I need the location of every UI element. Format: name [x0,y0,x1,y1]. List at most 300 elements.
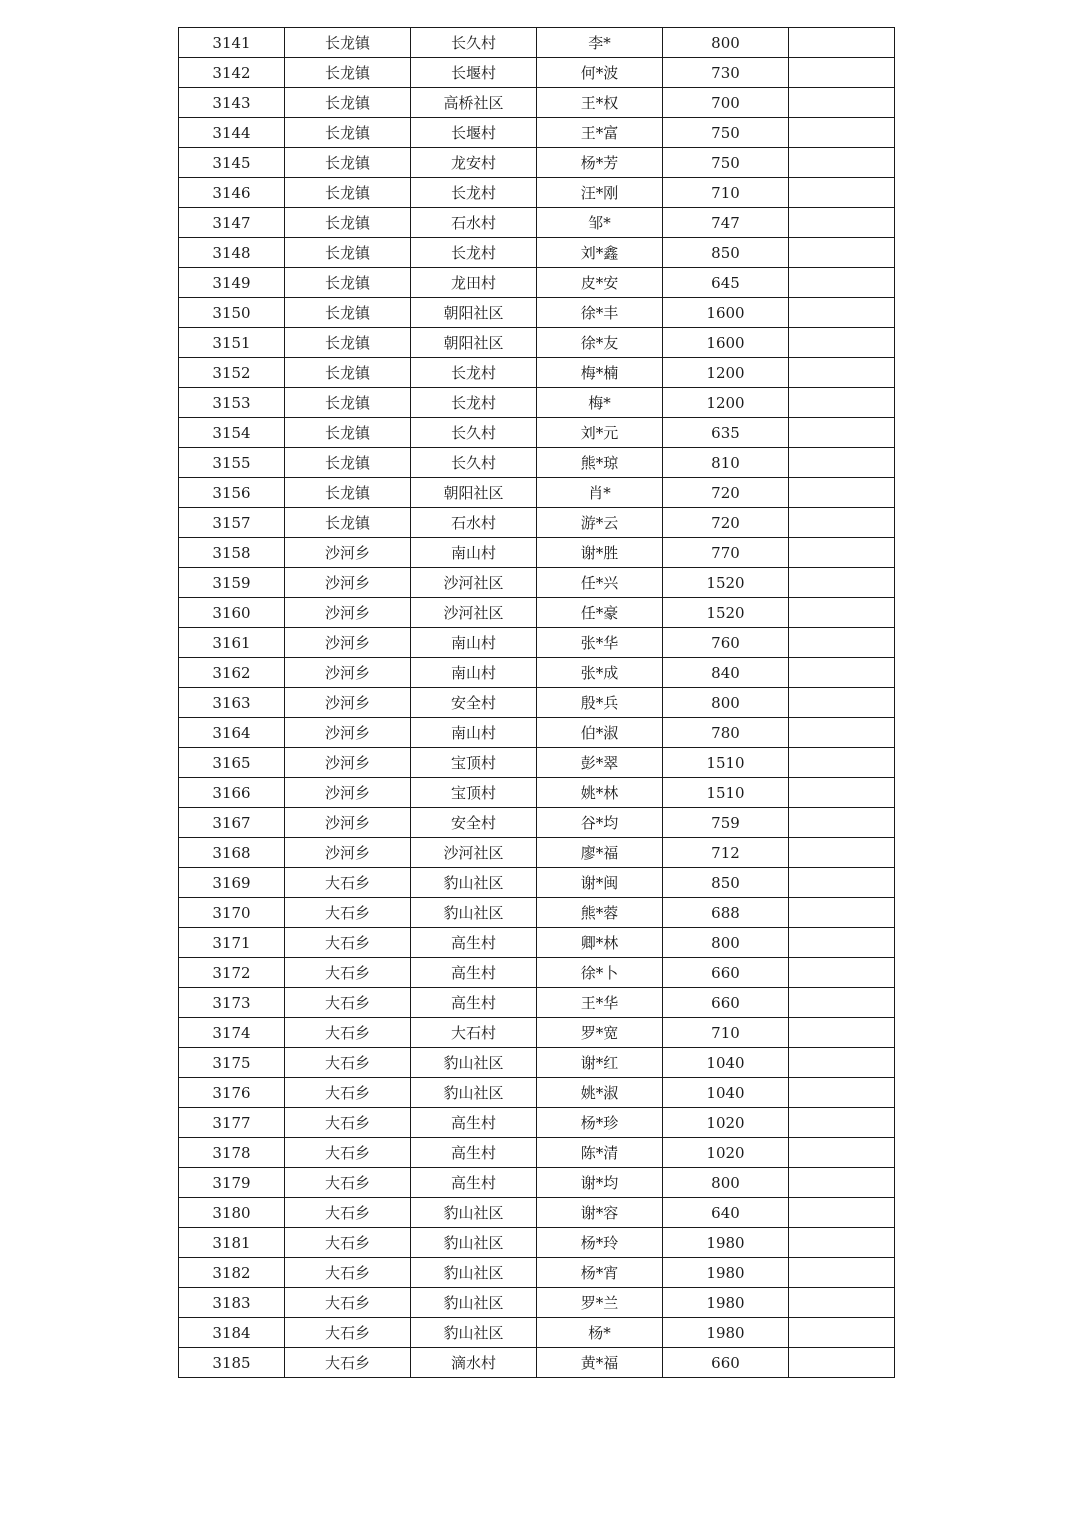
amount-cell: 660 [663,1348,789,1378]
amount-cell: 750 [663,148,789,178]
village-cell: 长龙村 [411,388,537,418]
name-cell: 张*成 [537,658,663,688]
township-cell: 大石乡 [285,1168,411,1198]
serial-number-cell: 3167 [179,808,285,838]
serial-number-cell: 3180 [179,1198,285,1228]
township-cell: 长龙镇 [285,208,411,238]
township-cell: 大石乡 [285,988,411,1018]
name-cell: 王*权 [537,88,663,118]
table-row [179,1228,895,1258]
serial-number-cell: 3181 [179,1228,285,1258]
serial-number-cell: 3141 [179,28,285,58]
village-cell: 龙安村 [411,148,537,178]
village-cell: 豹山社区 [411,1228,537,1258]
village-cell: 长堰村 [411,118,537,148]
remarks-cell [789,148,895,178]
name-cell: 李* [537,28,663,58]
serial-number-cell: 3155 [179,448,285,478]
township-cell: 沙河乡 [285,748,411,778]
amount-cell: 770 [663,538,789,568]
name-cell: 卿*林 [537,928,663,958]
table-row [179,988,895,1018]
remarks-cell [789,328,895,358]
remarks-cell [789,778,895,808]
serial-number-cell: 3171 [179,928,285,958]
serial-number-cell: 3154 [179,418,285,448]
name-cell: 杨*珍 [537,1108,663,1138]
amount-cell: 720 [663,508,789,538]
amount-cell: 840 [663,658,789,688]
name-cell: 谢*胜 [537,538,663,568]
village-cell: 长龙村 [411,178,537,208]
name-cell: 杨* [537,1318,663,1348]
township-cell: 大石乡 [285,1288,411,1318]
remarks-cell [789,418,895,448]
table-row [179,478,895,508]
township-cell: 大石乡 [285,928,411,958]
township-cell: 大石乡 [285,898,411,928]
table-body [179,28,895,1378]
name-cell: 谢*容 [537,1198,663,1228]
table-row [179,358,895,388]
amount-cell: 1510 [663,778,789,808]
township-cell: 长龙镇 [285,448,411,478]
table-row [179,838,895,868]
amount-cell: 1200 [663,388,789,418]
remarks-cell [789,58,895,88]
table-row [179,1078,895,1108]
table-row [179,1198,895,1228]
table-row [179,58,895,88]
village-cell: 豹山社区 [411,1288,537,1318]
amount-cell: 710 [663,178,789,208]
serial-number-cell: 3160 [179,598,285,628]
amount-cell: 800 [663,688,789,718]
table-row [179,328,895,358]
village-cell: 豹山社区 [411,1078,537,1108]
village-cell: 沙河社区 [411,568,537,598]
serial-number-cell: 3146 [179,178,285,208]
serial-number-cell: 3168 [179,838,285,868]
name-cell: 杨*宵 [537,1258,663,1288]
township-cell: 长龙镇 [285,418,411,448]
township-cell: 长龙镇 [285,298,411,328]
amount-cell: 688 [663,898,789,928]
name-cell: 任*豪 [537,598,663,628]
name-cell: 罗*宽 [537,1018,663,1048]
township-cell: 长龙镇 [285,148,411,178]
name-cell: 杨*玲 [537,1228,663,1258]
table-row [179,1018,895,1048]
village-cell: 宝顶村 [411,778,537,808]
serial-number-cell: 3159 [179,568,285,598]
name-cell: 谢*均 [537,1168,663,1198]
amount-cell: 660 [663,958,789,988]
serial-number-cell: 3170 [179,898,285,928]
serial-number-cell: 3178 [179,1138,285,1168]
table-row [179,418,895,448]
serial-number-cell: 3175 [179,1048,285,1078]
township-cell: 沙河乡 [285,778,411,808]
amount-cell: 1980 [663,1228,789,1258]
village-cell: 朝阳社区 [411,328,537,358]
amount-cell: 720 [663,478,789,508]
name-cell: 廖*福 [537,838,663,868]
name-cell: 何*波 [537,58,663,88]
serial-number-cell: 3183 [179,1288,285,1318]
table-row [179,1288,895,1318]
remarks-cell [789,598,895,628]
township-cell: 大石乡 [285,868,411,898]
township-cell: 大石乡 [285,1078,411,1108]
name-cell: 王*富 [537,118,663,148]
serial-number-cell: 3153 [179,388,285,418]
table-row [179,1258,895,1288]
serial-number-cell: 3172 [179,958,285,988]
name-cell: 肖* [537,478,663,508]
township-cell: 大石乡 [285,1258,411,1288]
name-cell: 汪*刚 [537,178,663,208]
amount-cell: 1510 [663,748,789,778]
table-row [179,538,895,568]
table-row [179,88,895,118]
township-cell: 长龙镇 [285,118,411,148]
remarks-cell [789,178,895,208]
amount-cell: 1020 [663,1138,789,1168]
serial-number-cell: 3184 [179,1318,285,1348]
remarks-cell [789,1258,895,1288]
name-cell: 殷*兵 [537,688,663,718]
amount-cell: 780 [663,718,789,748]
township-cell: 沙河乡 [285,538,411,568]
serial-number-cell: 3163 [179,688,285,718]
serial-number-cell: 3152 [179,358,285,388]
township-cell: 大石乡 [285,1318,411,1348]
serial-number-cell: 3148 [179,238,285,268]
village-cell: 南山村 [411,658,537,688]
table-row [179,628,895,658]
remarks-cell [789,1348,895,1378]
amount-cell: 1040 [663,1048,789,1078]
village-cell: 龙田村 [411,268,537,298]
village-cell: 长龙村 [411,238,537,268]
name-cell: 刘*鑫 [537,238,663,268]
village-cell: 高生村 [411,958,537,988]
remarks-cell [789,238,895,268]
table-row [179,238,895,268]
township-cell: 沙河乡 [285,688,411,718]
village-cell: 朝阳社区 [411,298,537,328]
table-row [179,388,895,418]
serial-number-cell: 3173 [179,988,285,1018]
table-row [179,598,895,628]
township-cell: 大石乡 [285,1048,411,1078]
township-cell: 长龙镇 [285,88,411,118]
serial-number-cell: 3164 [179,718,285,748]
village-cell: 高生村 [411,1168,537,1198]
remarks-cell [789,1108,895,1138]
serial-number-cell: 3166 [179,778,285,808]
village-cell: 大石村 [411,1018,537,1048]
name-cell: 徐*友 [537,328,663,358]
serial-number-cell: 3179 [179,1168,285,1198]
remarks-cell [789,958,895,988]
township-cell: 长龙镇 [285,268,411,298]
serial-number-cell: 3161 [179,628,285,658]
remarks-cell [789,1198,895,1228]
village-cell: 沙河社区 [411,838,537,868]
table-row [179,448,895,478]
remarks-cell [789,1018,895,1048]
remarks-cell [789,928,895,958]
remarks-cell [789,1048,895,1078]
amount-cell: 800 [663,1168,789,1198]
township-cell: 沙河乡 [285,568,411,598]
serial-number-cell: 3165 [179,748,285,778]
data-table [178,27,895,1378]
village-cell: 高生村 [411,1138,537,1168]
table-row [179,1168,895,1198]
name-cell: 谷*均 [537,808,663,838]
remarks-cell [789,538,895,568]
amount-cell: 747 [663,208,789,238]
village-cell: 长久村 [411,418,537,448]
village-cell: 沙河社区 [411,598,537,628]
table-row [179,868,895,898]
amount-cell: 1020 [663,1108,789,1138]
village-cell: 长久村 [411,448,537,478]
township-cell: 沙河乡 [285,718,411,748]
name-cell: 彭*翠 [537,748,663,778]
table-row [179,1108,895,1138]
table-row [179,568,895,598]
amount-cell: 1200 [663,358,789,388]
amount-cell: 645 [663,268,789,298]
village-cell: 豹山社区 [411,1048,537,1078]
remarks-cell [789,298,895,328]
village-cell: 高桥社区 [411,88,537,118]
serial-number-cell: 3149 [179,268,285,298]
remarks-cell [789,748,895,778]
table-row [179,298,895,328]
township-cell: 大石乡 [285,1108,411,1138]
village-cell: 高生村 [411,1108,537,1138]
township-cell: 长龙镇 [285,28,411,58]
name-cell: 熊*琼 [537,448,663,478]
remarks-cell [789,478,895,508]
name-cell: 伯*淑 [537,718,663,748]
village-cell: 豹山社区 [411,1198,537,1228]
serial-number-cell: 3151 [179,328,285,358]
table-row [179,118,895,148]
township-cell: 大石乡 [285,1348,411,1378]
township-cell: 长龙镇 [285,388,411,418]
remarks-cell [789,1318,895,1348]
serial-number-cell: 3162 [179,658,285,688]
amount-cell: 635 [663,418,789,448]
remarks-cell [789,1138,895,1168]
name-cell: 邹* [537,208,663,238]
township-cell: 长龙镇 [285,178,411,208]
amount-cell: 810 [663,448,789,478]
name-cell: 罗*兰 [537,1288,663,1318]
serial-number-cell: 3182 [179,1258,285,1288]
township-cell: 长龙镇 [285,508,411,538]
amount-cell: 760 [663,628,789,658]
village-cell: 石水村 [411,508,537,538]
table-row [179,1348,895,1378]
amount-cell: 700 [663,88,789,118]
village-cell: 南山村 [411,628,537,658]
village-cell: 宝顶村 [411,748,537,778]
name-cell: 姚*淑 [537,1078,663,1108]
table-row [179,1318,895,1348]
amount-cell: 850 [663,238,789,268]
village-cell: 南山村 [411,538,537,568]
serial-number-cell: 3158 [179,538,285,568]
table-row [179,28,895,58]
name-cell: 杨*芳 [537,148,663,178]
remarks-cell [789,268,895,298]
remarks-cell [789,688,895,718]
village-cell: 豹山社区 [411,868,537,898]
amount-cell: 660 [663,988,789,1018]
township-cell: 长龙镇 [285,328,411,358]
village-cell: 高生村 [411,928,537,958]
remarks-cell [789,1078,895,1108]
serial-number-cell: 3142 [179,58,285,88]
serial-number-cell: 3144 [179,118,285,148]
amount-cell: 1600 [663,298,789,328]
table-row [179,658,895,688]
amount-cell: 759 [663,808,789,838]
table-row [179,958,895,988]
table-row [179,208,895,238]
serial-number-cell: 3174 [179,1018,285,1048]
table-row [179,688,895,718]
remarks-cell [789,1288,895,1318]
table-row [179,748,895,778]
remarks-cell [789,1228,895,1258]
amount-cell: 1980 [663,1258,789,1288]
remarks-cell [789,568,895,598]
amount-cell: 800 [663,28,789,58]
township-cell: 大石乡 [285,1228,411,1258]
village-cell: 高生村 [411,988,537,1018]
serial-number-cell: 3169 [179,868,285,898]
table-row [179,178,895,208]
village-cell: 长久村 [411,28,537,58]
township-cell: 沙河乡 [285,808,411,838]
name-cell: 黄*福 [537,1348,663,1378]
name-cell: 梅*楠 [537,358,663,388]
amount-cell: 800 [663,928,789,958]
serial-number-cell: 3185 [179,1348,285,1378]
village-cell: 滴水村 [411,1348,537,1378]
name-cell: 徐*卜 [537,958,663,988]
serial-number-cell: 3177 [179,1108,285,1138]
township-cell: 大石乡 [285,1138,411,1168]
remarks-cell [789,808,895,838]
name-cell: 张*华 [537,628,663,658]
serial-number-cell: 3176 [179,1078,285,1108]
remarks-cell [789,718,895,748]
name-cell: 任*兴 [537,568,663,598]
table-row [179,148,895,178]
name-cell: 陈*清 [537,1138,663,1168]
remarks-cell [789,838,895,868]
name-cell: 王*华 [537,988,663,1018]
remarks-cell [789,1168,895,1198]
remarks-cell [789,88,895,118]
amount-cell: 850 [663,868,789,898]
table-row [179,1048,895,1078]
township-cell: 大石乡 [285,1198,411,1228]
village-cell: 南山村 [411,718,537,748]
remarks-cell [789,208,895,238]
name-cell: 刘*元 [537,418,663,448]
remarks-cell [789,988,895,1018]
remarks-cell [789,118,895,148]
table-row [179,508,895,538]
village-cell: 豹山社区 [411,1258,537,1288]
village-cell: 石水村 [411,208,537,238]
township-cell: 大石乡 [285,958,411,988]
remarks-cell [789,28,895,58]
amount-cell: 1980 [663,1288,789,1318]
name-cell: 徐*丰 [537,298,663,328]
remarks-cell [789,358,895,388]
name-cell: 谢*红 [537,1048,663,1078]
table-row [179,718,895,748]
name-cell: 谢*闽 [537,868,663,898]
amount-cell: 1600 [663,328,789,358]
amount-cell: 710 [663,1018,789,1048]
amount-cell: 1040 [663,1078,789,1108]
remarks-cell [789,448,895,478]
township-cell: 长龙镇 [285,238,411,268]
township-cell: 长龙镇 [285,478,411,508]
name-cell: 熊*蓉 [537,898,663,928]
village-cell: 安全村 [411,808,537,838]
serial-number-cell: 3147 [179,208,285,238]
township-cell: 沙河乡 [285,628,411,658]
township-cell: 沙河乡 [285,598,411,628]
village-cell: 安全村 [411,688,537,718]
township-cell: 大石乡 [285,1018,411,1048]
township-cell: 长龙镇 [285,58,411,88]
serial-number-cell: 3157 [179,508,285,538]
village-cell: 豹山社区 [411,898,537,928]
table-row [179,778,895,808]
serial-number-cell: 3150 [179,298,285,328]
township-cell: 沙河乡 [285,658,411,688]
remarks-cell [789,868,895,898]
table-row [179,808,895,838]
name-cell: 姚*林 [537,778,663,808]
table-row [179,928,895,958]
table-row [179,268,895,298]
amount-cell: 712 [663,838,789,868]
village-cell: 豹山社区 [411,1318,537,1348]
township-cell: 长龙镇 [285,358,411,388]
serial-number-cell: 3156 [179,478,285,508]
village-cell: 朝阳社区 [411,478,537,508]
remarks-cell [789,658,895,688]
remarks-cell [789,628,895,658]
name-cell: 游*云 [537,508,663,538]
remarks-cell [789,508,895,538]
